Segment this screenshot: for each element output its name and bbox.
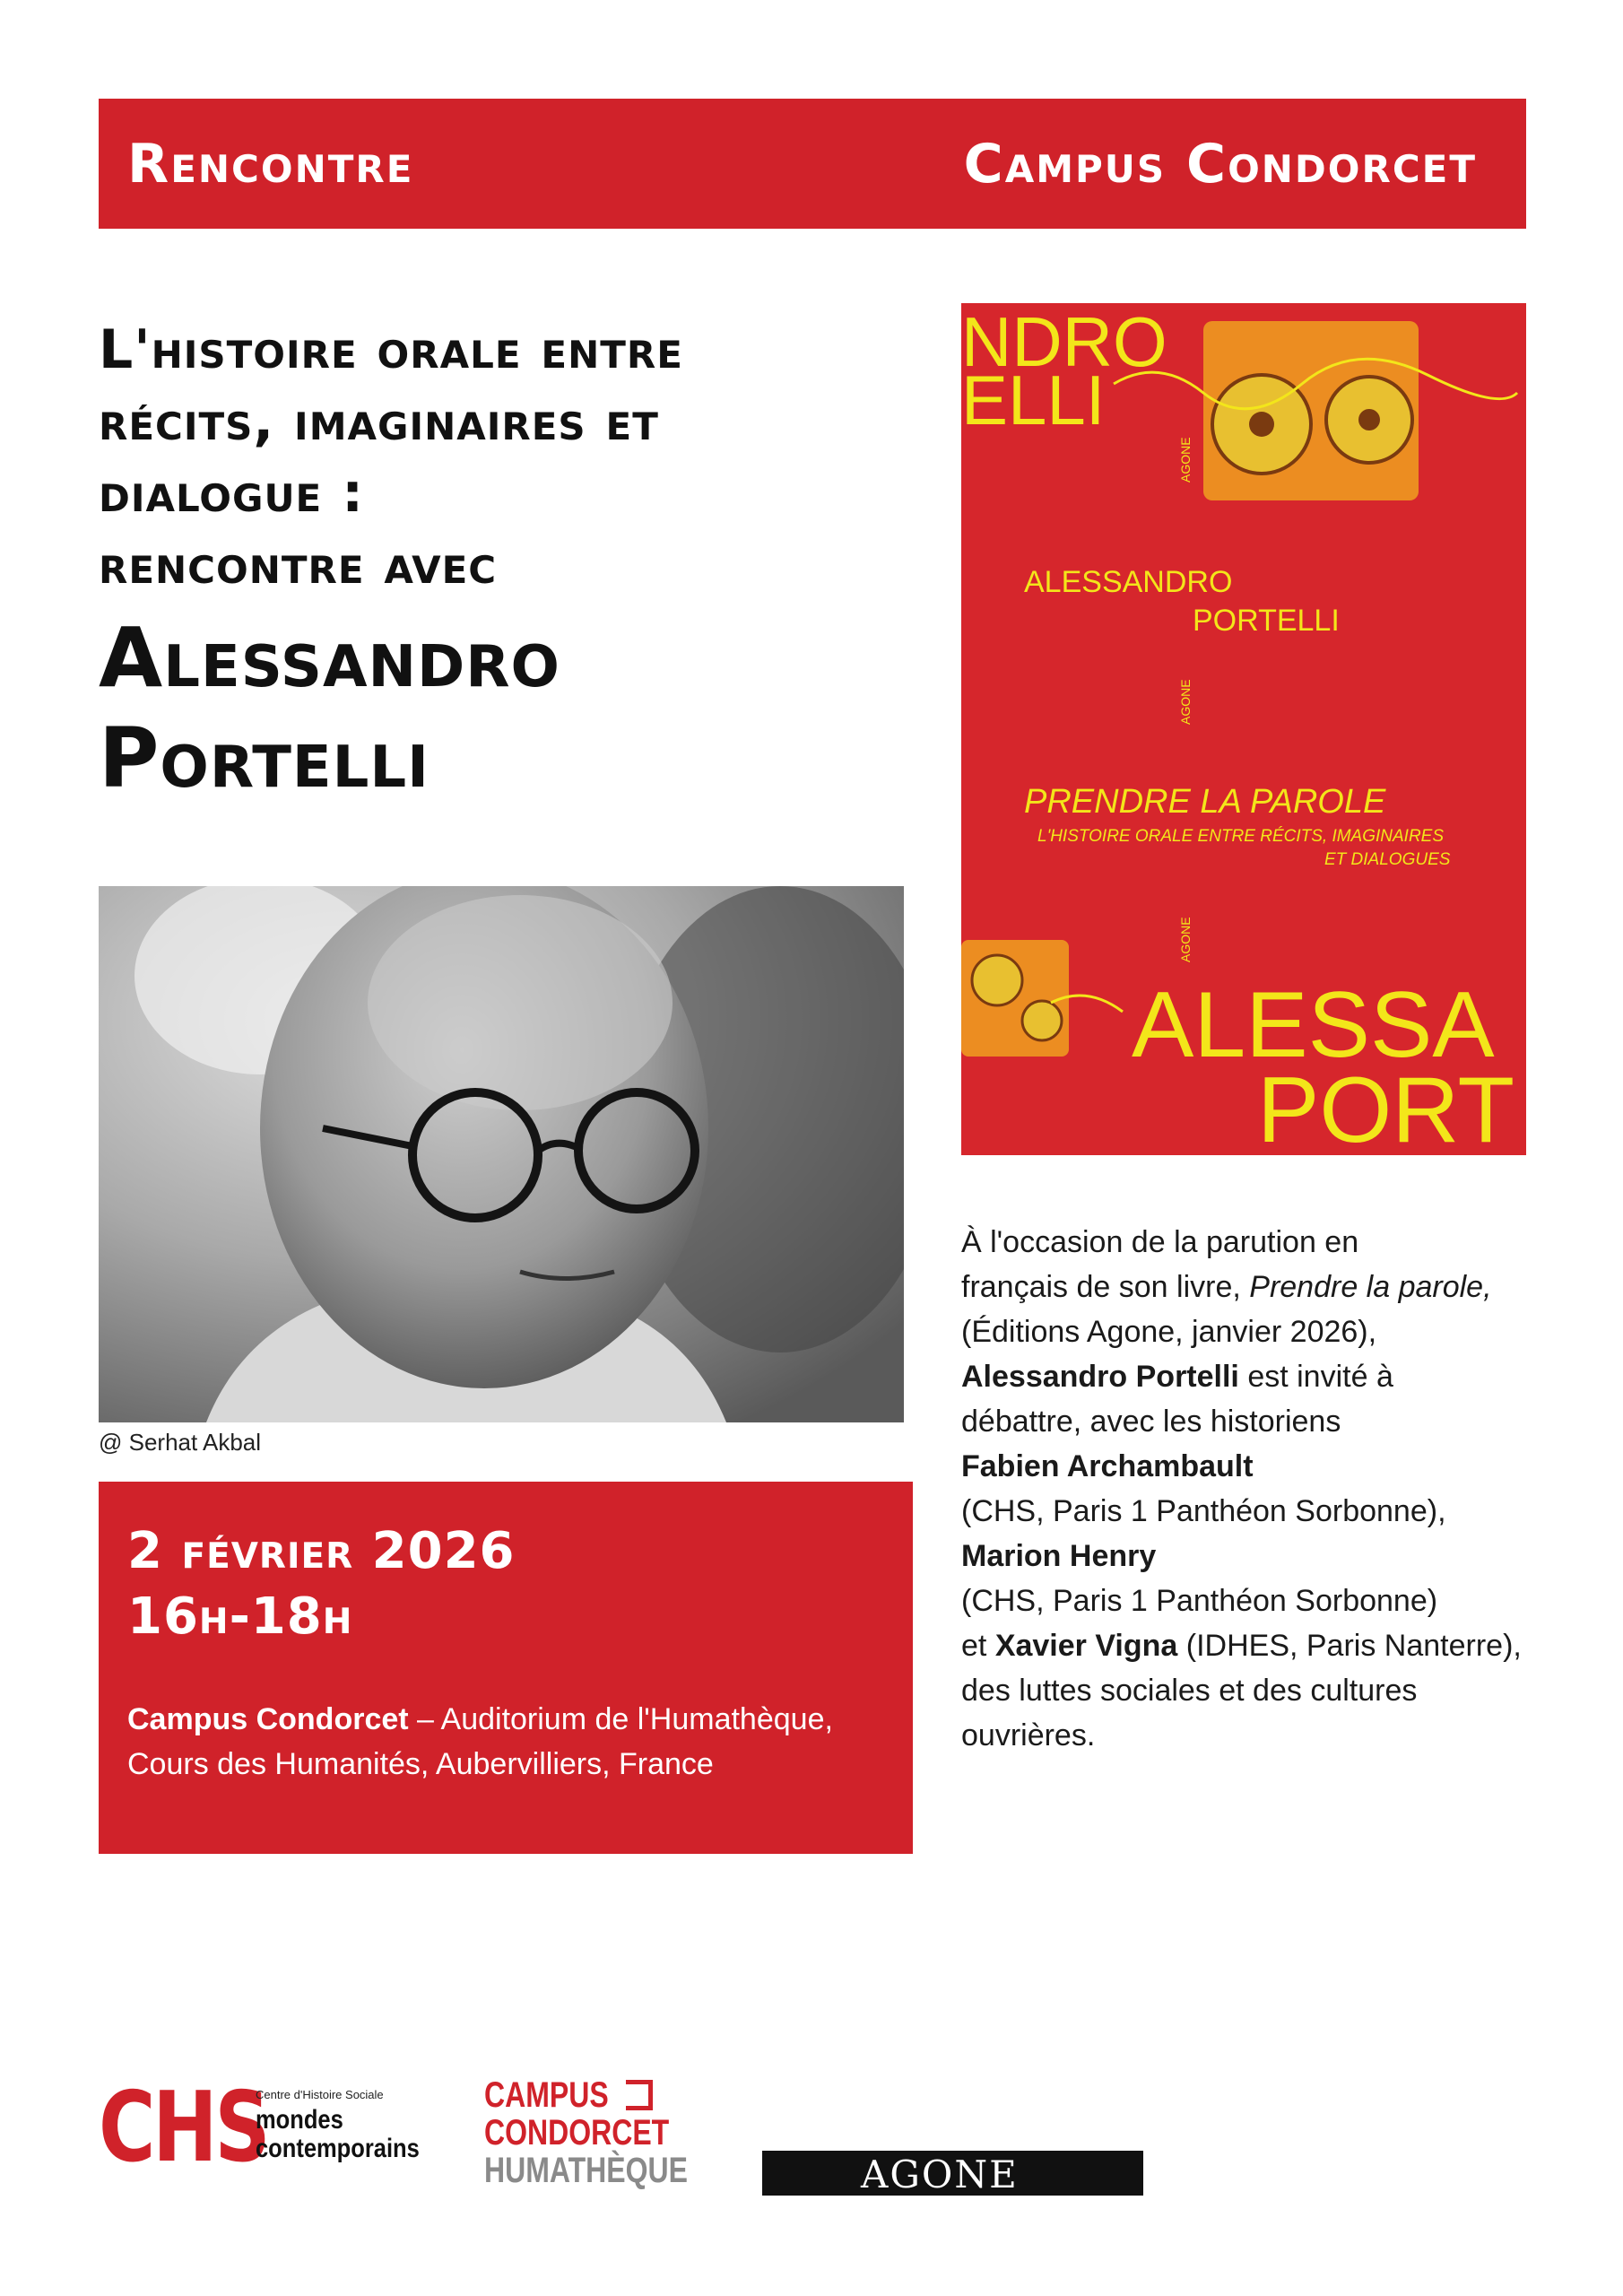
agone-logo-text: AGONE [861, 2152, 1019, 2196]
venue-name: Campus Condorcet [127, 1702, 409, 1736]
photo-credit: @ Serhat Akbal [99, 1429, 262, 1456]
title-line: récits, imaginaires et [99, 390, 659, 453]
desc-text: et [961, 1629, 995, 1663]
campus-logo-line1: CAMPUS [484, 2075, 609, 2115]
campus-logo-line3: HUMATHÈQUE [484, 2151, 688, 2190]
chs-logo-line2: mondes [256, 2105, 343, 2135]
desc-line: débattre, avec les historiens [961, 1405, 1341, 1439]
top-banner [99, 99, 1526, 229]
cover-subtitle-2: ET DIALOGUES [1324, 850, 1451, 869]
cover-publisher-top: AGONE [1178, 437, 1193, 483]
banner-label-rencontre: Rencontre [127, 133, 414, 196]
desc-line: À l'occasion de la parution en [961, 1225, 1359, 1259]
campus-condorcet-logo [484, 2075, 688, 2193]
portrait-illustration [99, 886, 904, 1422]
desc-line [961, 1354, 1535, 1399]
desc-line: (CHS, Paris 1 Panthéon Sorbonne), [961, 1494, 1446, 1528]
cover-top-text-2: ELLI [961, 361, 1106, 439]
cover-subtitle-1: L'HISTOIRE ORALE ENTRE RÉCITS, IMAGINAIRES [1037, 827, 1445, 846]
campus-logo-line2: CONDORCET [484, 2113, 670, 2152]
book-title-mention: Prendre la parole, [1249, 1270, 1492, 1304]
campus-logo-icon [626, 2080, 653, 2110]
cover-bottom-text-2: PORT [1257, 1058, 1515, 1155]
desc-line: (CHS, Paris 1 Panthéon Sorbonne) [961, 1584, 1438, 1618]
agone-logo [762, 2151, 1143, 2196]
desc-text: est invité à [1238, 1360, 1393, 1394]
cover-bottom-text-1: ALESSA [1132, 973, 1495, 1077]
historian-name: Fabien Archambault [961, 1449, 1254, 1483]
desc-text: français de son livre, [961, 1270, 1250, 1304]
title-line: dialogue : [99, 462, 365, 525]
chs-logo-line3: contemporains [256, 2134, 420, 2163]
event-details-box [99, 1482, 913, 1854]
cover-publisher-mid: AGONE [1178, 679, 1193, 725]
chs-logo-small: Centre d'Histoire Sociale [256, 2088, 384, 2101]
desc-line [961, 1265, 1535, 1309]
tape-reel-icon [961, 940, 1123, 1057]
chs-logo [99, 2072, 421, 2184]
venue-address: Cours des Humanités, Aubervilliers, France [127, 1747, 714, 1781]
event-time: 16h-18h [127, 1587, 353, 1646]
event-description [961, 1220, 1535, 1758]
desc-line [961, 1444, 1535, 1489]
title-line: rencontre avec [99, 534, 498, 596]
desc-line: des luttes sociales et des cultures ouvrières. [961, 1674, 1418, 1752]
chs-logo-mark: CHS [99, 2072, 268, 2184]
desc-text: (IDHES, Paris Nanterre), [1177, 1629, 1522, 1663]
book-cover-art [961, 303, 1526, 1155]
banner-label-campus: Campus Condorcet [963, 133, 1477, 196]
tape-recorder-icon [1114, 321, 1517, 500]
historian-name: Marion Henry [961, 1539, 1157, 1573]
cover-book-title: PRENDRE LA PAROLE [1024, 783, 1386, 821]
venue-detail: – Auditorium de l'Humathèque, [408, 1702, 833, 1736]
event-venue [127, 1697, 833, 1787]
cover-author-first: ALESSANDRO [1024, 565, 1233, 599]
speaker-name-first: Alessandro [99, 610, 560, 706]
desc-line: (Éditions Agone, janvier 2026), [961, 1315, 1377, 1349]
cover-publisher-bottom: AGONE [1178, 917, 1193, 962]
cover-author-last: PORTELLI [1193, 604, 1340, 638]
desc-line [961, 1534, 1535, 1578]
event-date: 2 février 2026 [127, 1522, 516, 1580]
title-line: L'histoire orale entre [99, 318, 683, 381]
speaker-name-last: Portelli [99, 710, 430, 806]
event-title [99, 314, 906, 809]
desc-line [961, 1623, 1535, 1668]
historian-name: Xavier Vigna [994, 1629, 1178, 1663]
cover-top-text-1: NDRO [961, 303, 1167, 381]
speaker-photo [99, 886, 904, 1422]
book-cover [961, 303, 1526, 1155]
speaker-mention: Alessandro Portelli [961, 1360, 1239, 1394]
